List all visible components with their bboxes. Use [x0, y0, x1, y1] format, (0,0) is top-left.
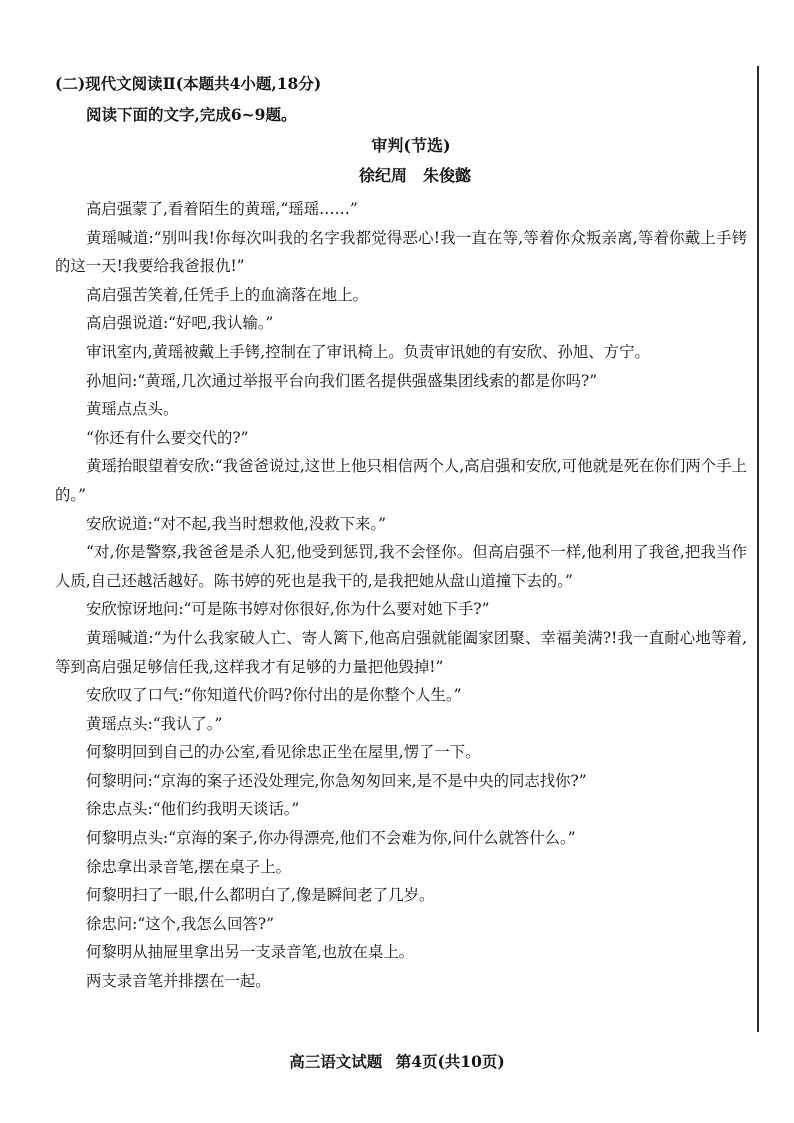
paragraph: 徐忠点头:“他们约我明天谈话。”	[86, 800, 300, 819]
paragraph: 安欣说道:“对不起,我当时想救他,没救下来。”	[86, 514, 387, 533]
passage-authors: 徐纪周 朱俊懿	[358, 166, 471, 185]
paragraph: 安欣惊讶地问:“可是陈书婷对你很好,你为什么要对她下手?”	[86, 600, 490, 619]
paragraph: 何黎明扫了一眼,什么都明白了,像是瞬间老了几岁。	[86, 886, 435, 905]
paragraph: 审讯室内,黄瑶被戴上手铐,控制在了审讯椅上。负责审讯她的有安欣、孙旭、方宁。	[86, 342, 650, 361]
margin-rule	[757, 66, 759, 1032]
paragraph: 黄瑶喊道:“为什么我家破人亡、寄人篱下,他高启强就能阖家团聚、幸福美满?!我一直耐心地等着,等到高启强足够信任我,这样我才有足够的力量把他毁掉!”	[55, 628, 747, 676]
paragraph: 高启强蒙了,看着陌生的黄瑶,“瑶瑶……”	[86, 200, 358, 218]
paragraph: 高启强苦笑着,任凭手上的血滴落在地上。	[86, 285, 368, 304]
paragraph: “你还有什么要交代的?”	[86, 428, 249, 447]
footer-page-number: 第4页(共10页)	[395, 1052, 505, 1071]
paragraph: 孙旭问:“黄瑶,几次通过举报平台向我们匿名提供强盛集团线索的都是你吗?”	[86, 371, 598, 390]
paragraph: 黄瑶喊道:“别叫我!你每次叫我的名字我都觉得恶心!我一直在等,等着你众叛亲离,等着你戴上手铐的这一天!我要给我爸报仇!”	[55, 228, 747, 276]
paragraph: 徐忠拿出录音笔,摆在桌子上。	[86, 857, 291, 876]
paragraph: 黄瑶抬眼望着安欣:“我爸爸说过,这世上他只相信两个人,高启强和安欣,可他就是死在你们两个手上的。”	[55, 457, 747, 504]
paragraph: 何黎明问:“京海的案子还没处理完,你急匆匆回来,是不是中央的同志找你?”	[86, 771, 587, 790]
section-heading: (二)现代文阅读Ⅱ(本题共4小题,18分)	[55, 74, 322, 93]
footer-subject: 高三语文试题	[289, 1052, 383, 1071]
reading-instruction: 阅读下面的文字,完成6~9题。	[86, 105, 297, 124]
paragraph: 黄瑶点头:“我认了。”	[86, 714, 223, 733]
paragraph: 何黎明从抽屉里拿出另一支录音笔,也放在桌上。	[86, 943, 415, 962]
paragraph: 高启强说道:“好吧,我认输。”	[86, 314, 274, 333]
passage-title: 审判(节选)	[371, 136, 451, 155]
paragraph: 徐忠问:“这个,我怎么回答?”	[86, 914, 274, 933]
paragraph: 安欣叹了口气:“你知道代价吗?你付出的是你整个人生。”	[86, 686, 462, 705]
paragraph: 两支录音笔并排摆在一起。	[86, 972, 271, 991]
paragraph: 黄瑶点点头。	[86, 400, 179, 419]
paragraph: 何黎明回到自己的办公室,看见徐忠正坐在屋里,愣了一下。	[86, 743, 481, 762]
passage-body	[55, 195, 747, 996]
page-footer	[0, 1052, 794, 1072]
paragraph: “对,你是警察,我爸爸是杀人犯,他受到惩罚,我不会怪你。但高启强不一样,他利用了我爸,把我当作人质,自己还越活越好。陈书婷的死也是我干的,是我把她从盘山道撞下去的。”	[55, 543, 747, 590]
page-content	[55, 74, 747, 996]
paragraph: 何黎明点头:“京海的案子,你办得漂亮,他们不会难为你,问什么就答什么。”	[86, 829, 576, 848]
